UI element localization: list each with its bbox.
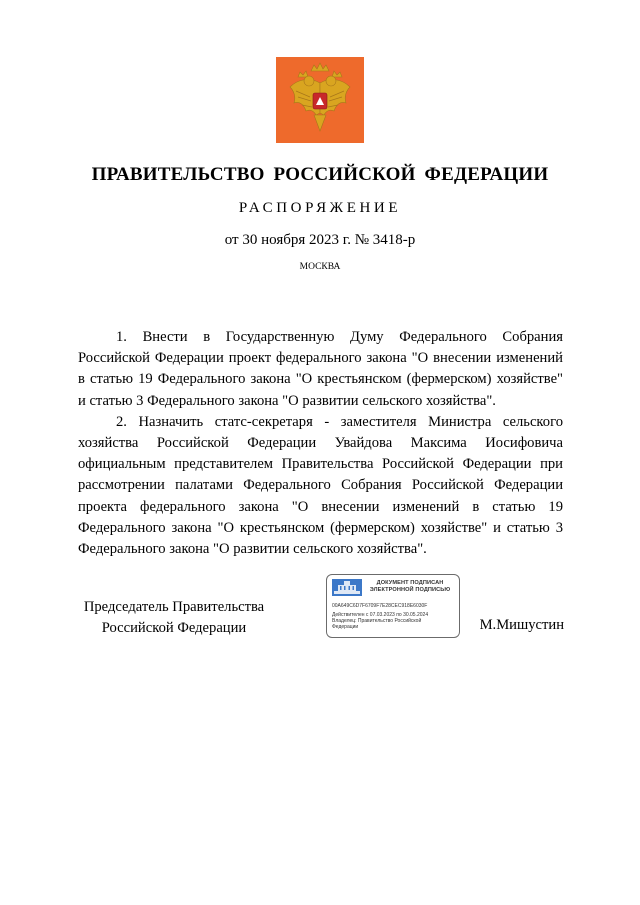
signer-position [74, 597, 274, 639]
stamp-owner-line-2: Федерации [332, 624, 359, 630]
organization-title: ПРАВИТЕЛЬСТВО РОССИЙСКОЙ ФЕДЕРАЦИИ [91, 164, 549, 185]
document-date-number: от 30 ноября 2023 г. № 3418-р [224, 232, 416, 248]
signer-name: М.Мишустин [479, 617, 564, 633]
signer-position-line-1: Председатель Правительства [83, 599, 265, 615]
document-type: РАСПОРЯЖЕНИЕ [238, 200, 402, 216]
electronic-signature-stamp [326, 574, 460, 638]
stamp-owner [332, 618, 456, 630]
government-building-icon [332, 579, 362, 596]
stamp-title-line-1: ДОКУМЕНТ ПОДПИСАН [376, 580, 444, 586]
stamp-title-line-2: ЭЛЕКТРОННОЙ ПОДПИСЬЮ [369, 587, 451, 593]
stamp-owner-line-1: Владелец: Правительство Российской [332, 618, 422, 624]
document-city: МОСКВА [299, 262, 341, 272]
stamp-validity: Действителен с 07.03.2023 по 30.05.2024 [332, 612, 429, 618]
paragraph-1: 1. Внести в Государственную Думу Федерального Собрания Российской Федерации проект федерального закона "О внесении изменений в статью 19 Федерального закона "О крестьянском (фермерском) хозяйстве" и статью 3 Федерального закона "О развитии сельского хозяйства". [78, 329, 563, 409]
russian-coat-of-arms-icon [276, 57, 364, 143]
state-emblem [276, 57, 364, 143]
paragraph-2: 2. Назначить статс-секретаря - заместителя Министра сельского хозяйства Российской Федерации Увайдова Максима Иосифовича официальным представителем Правительства Российской Федерации при рассмотрении палатами Федерального Собрания Российской Федерации проекта федерального закона "О внесении изменений в статью 19 Федерального закона "О крестьянском (фермерском) хозяйстве" и статью 3 Федерального закона "О развитии сельского хозяйства". [78, 413, 563, 558]
stamp-title [363, 580, 457, 594]
stamp-certificate-serial: 00A649C6D7F6709F7E28CEC918E6030F [332, 603, 428, 609]
signer-position-line-2: Российской Федерации [101, 620, 247, 636]
document-body [78, 327, 563, 560]
